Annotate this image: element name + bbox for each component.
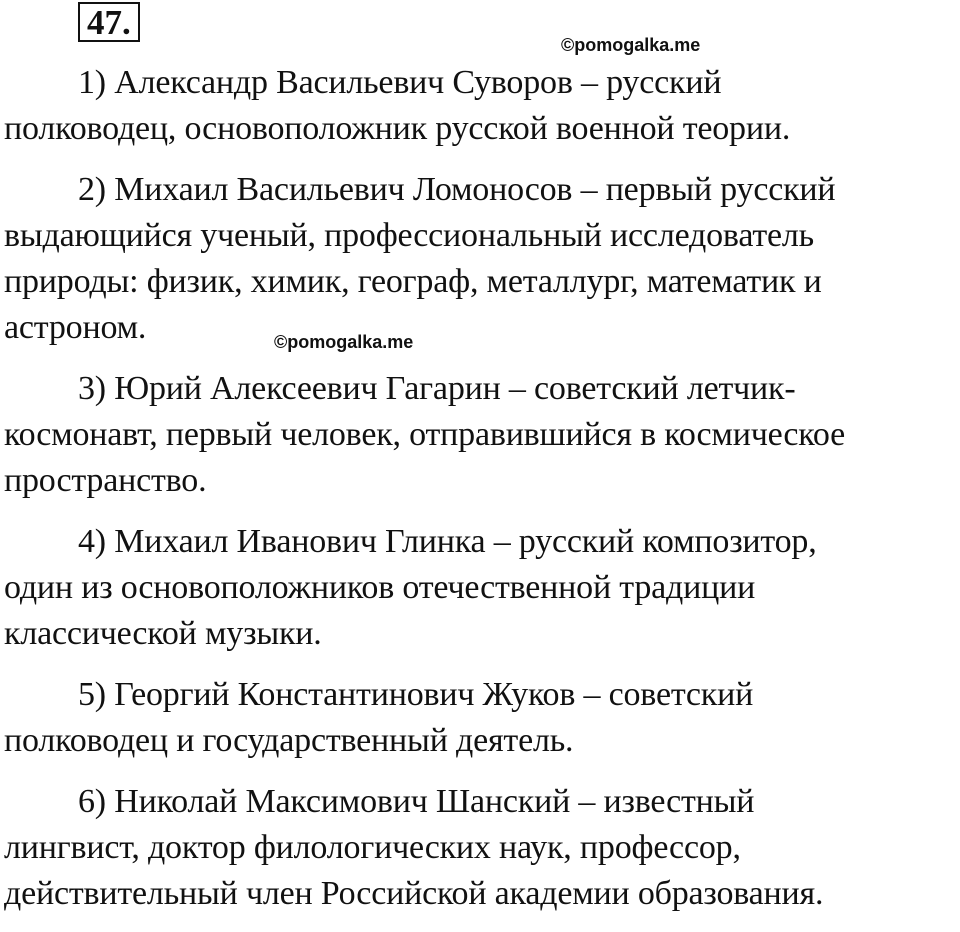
text-line: космонавт, первый человек, отправившийся в космическое	[4, 416, 845, 453]
watermark: ©pomogalka.me	[274, 332, 414, 352]
text-line: 1) Александр Васильевич Суворов – русский	[78, 64, 722, 101]
text-line: пространство.	[4, 462, 207, 499]
text-line: классической музыки.	[4, 615, 322, 652]
text-line: 5) Георгий Константинович Жуков – советский	[78, 676, 754, 713]
text-line: полководец, основоположник русской военной теории.	[4, 110, 791, 147]
text-line: лингвист, доктор филологических наук, профессор,	[4, 829, 741, 866]
text-line: природы: физик, химик, географ, металлург, математик и	[4, 263, 822, 300]
exercise-number: 47.	[78, 2, 140, 42]
answer-text	[4, 60, 958, 932]
text-line: 2) Михаил Васильевич Ломоносов – первый русский	[78, 171, 836, 208]
text-line: выдающийся ученый, профессиональный исследователь	[4, 217, 814, 254]
text-line: один из основоположников отечественной традиции	[4, 569, 756, 606]
text-line: полководец и государственный деятель.	[4, 722, 574, 759]
text-line: астроном.	[4, 309, 147, 346]
answer-paragraph-6	[4, 779, 958, 917]
answer-paragraph-2	[4, 167, 958, 351]
answer-paragraph-3	[4, 366, 958, 504]
answer-paragraph-5	[4, 672, 958, 764]
text-line: действительный член Российской академии образования.	[4, 875, 824, 912]
text-line: 6) Николай Максимович Шанский – известный	[78, 783, 755, 820]
text-line: 3) Юрий Алексеевич Гагарин – советский летчик-	[78, 370, 796, 407]
text-line: 4) Михаил Иванович Глинка – русский композитор,	[78, 523, 817, 560]
watermark: ©pomogalka.me	[561, 35, 701, 55]
answer-paragraph-4	[4, 519, 958, 657]
answer-paragraph-1	[4, 60, 958, 152]
